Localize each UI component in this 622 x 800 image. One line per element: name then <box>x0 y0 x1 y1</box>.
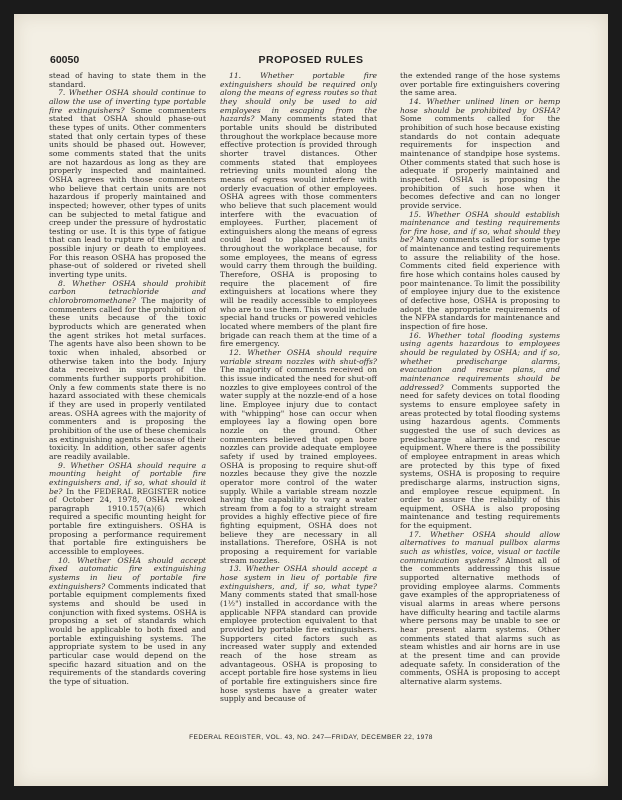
page-footer: FEDERAL REGISTER, VOL. 43, NO. 247—FRIDAY, DECEMBER 22, 1978 <box>189 734 433 741</box>
question-text: 7. Whether OSHA should continue to allow the use of inverting type portable fire extinguishers? <box>49 88 206 115</box>
text-column-3 <box>400 72 560 717</box>
paragraph <box>400 98 560 211</box>
paragraph-body: Many comments called for some type of maintenance and testing requirements to assure the reliability of the hose. Comments cited field experience with fire hose which contains holes caused by poor maintenance. To limit the possibility of employee injury due to the existence of defective hose, OSHA is proposing to adopt the appropriate requirements of the NFPA standards for maintenance and inspection of fire hose. <box>400 235 560 332</box>
question-text: 13. Whether OSHA should accept a hose system in lieu of portable fire extinguishers, and, if so, what type? <box>220 564 377 591</box>
text-column-1 <box>49 72 206 724</box>
paragraph <box>400 211 560 332</box>
paragraph-body: Some commenters stated that OSHA should phase-out these types of units. Other commenters stated that only certain types of these units should be phased out. However, some comments stated that the units are not hazardous as long as they are properly inspected and maintained. OSHA agrees with those commenters who believe that certain units are not hazardous if properly maintained and inspected; however, other types of units can be subjected to metal fatigue and creep under the pressure of hydrostatic testing or use. It is this type of fatigue that can lead to rupture of the unit and possible injury or death to employees. For this reason OSHA has proposed the phase-out of soldered or riveted shell inverting type units. <box>49 105 206 280</box>
paragraph-body: In the FEDERAL REGISTER notice of October 24, 1978, OSHA revoked paragraph 1910.157(a)(6) which required a specific mounting height for portable fire extinguishers. OSHA is proposing a performance requirement that portable fire extinguishers be accessible to employees. <box>49 486 206 557</box>
paragraph <box>400 72 560 98</box>
page-title: PROPOSED RULES <box>258 54 364 66</box>
paragraph <box>400 531 560 687</box>
question-text: 8. Whether OSHA should prohibit carbon tetrachloride and chlorobromomethane? <box>49 278 206 306</box>
question-text: 16. Whether total flooding systems using agents hazardous to employees should be regulated by OSHA; and if so, whether predischarge alarms, evacuation and rescue plans, and maintenance requirements should be addressed? <box>400 330 560 392</box>
paragraph-body: Comments indicated that portable equipment complements fixed systems and should be used in conjunction with fixed systems. OSHA is proposing a set of standards which would be applicable to both fixed and portable extinguishing systems. The appropriate system to be used in any particular case would depend on the specific hazard situation and on the requirements of the standards covering the type of situation. <box>49 581 206 686</box>
paragraph <box>220 72 377 349</box>
page-number: 60050 <box>50 54 80 66</box>
paragraph-body: Many comments stated that small-hose (1½") installed in accordance with the applicable NFPA standard can provide employee protection equivalent to that provided by portable fire extinguishers. Supporters cited factors such as increased water supply and extended reach of the hose stream as advantageous. OSHA is proposing to accept portable fire hose systems in lieu of portable fire extinguishers since fire hose systems have a greater water supply and because of <box>220 590 377 704</box>
paragraph-body: Many comments stated that portable units should be distributed throughout the workplace because more effective protection is provided through shorter travel distances. Other comments stated that employees retrieving units mounted along the means of egress would interfere with orderly evacuation of other employees. OSHA agrees with those commenters who believe that such placement would interfere with the evacuation of employees. Further, placement of extinguishers along the means of egress could lead to placement of units throughout the workplace because, for some employees, the means of egress would carry them through the building. Therefore, OSHA is proposing to require the placement of fire extinguishers at locations where they will be readily accessible to employees who are to use them. This would include special hand trucks or powered vehicles located where members of the plant fire brigade can reach them at the time of a fire emergency. <box>220 114 377 349</box>
paragraph-body: The majority of comments received on this issue indicated the need for shut-off nozzles to give employees control of the water supply at the nozzle-end of a hose line. Employee injury due to contact with "whipping" hose can occur when employees lay a flowing open bore nozzle on the ground. Other commenters believed that open bore nozzles can provide adequate employee safety if used by trained employees. OSHA is proposing to require shut-off nozzles because they give the nozzle operator more control of the water supply. While a variable stream nozzle having the capability to vary a water stream from a fog to a straight stream provides a highly effective piece of fire fighting equipment, OSHA does not believe they are necessary in all installations. Therefore, OSHA is not proposing a requirement for variable stream nozzles. <box>220 365 377 565</box>
paragraph <box>49 557 206 687</box>
paragraph-body: the extended range of the hose systems over portable fire extinguishers covering the same area. <box>400 72 560 98</box>
question-text: 9. Whether OSHA should require a mounting height of portable fire extinguishers and, if so, what should it be? <box>49 460 206 496</box>
text-column-2 <box>220 72 377 724</box>
document-page <box>14 14 608 786</box>
paragraph <box>49 72 206 89</box>
paragraph <box>220 565 377 704</box>
question-text: 17. Whether OSHA should allow alternatives to manual pullbox alarms such as whistles, voice, visual or tactile communication systems? <box>400 529 560 565</box>
paragraph-body: Some comments called for the prohibition of such hose because existing standards do not contain adequate requirements for inspection and maintenance of standpipe hose systems. Other comments stated that such hose is adequate if properly maintained and inspected. OSHA is proposing the prohibition of such hose when it becomes defective and can no longer provide service. <box>400 114 560 210</box>
paragraph <box>400 332 560 531</box>
question-text: 15. Whether OSHA should establish maintenance and testing requirements for fire hose, and if so, what should they be? <box>400 209 560 245</box>
paragraph-body: Almost all of the comments addressing this issue supported alternative methods of providing employee alarms. Comments gave examples of the appropriateness of visual alarms in areas where persons have difficulty hearing and tactile alarms where persons may be unable to see or hear present alarm systems. Other comments stated that alarms such as steam whistles and air horns are in use at the present time and can provide adequate safety. In consideration of the comments, OSHA is proposing to accept alternative alarm systems. <box>400 555 560 686</box>
paragraph <box>220 349 377 565</box>
question-text: 14. Whether unlined linen or hemp hose should be prohibited by OSHA? <box>400 96 560 115</box>
paragraph <box>49 462 206 557</box>
paragraph-body: stead of having to state them in the standard. <box>49 72 206 89</box>
paragraph <box>49 89 206 279</box>
paragraph <box>49 280 206 462</box>
paragraph-body: Comments supported the need for safety devices on total flooding systems to ensure employee safety in areas protected by total flooding systems using hazardous agents. Comments suggested the use of such devices as predischarge alarms and rescue equipment. Where there is the possibility of employee entrapment in areas which are protected by this type of fixed systems, OSHA is proposing to require predischarge alarms, instruction signs, and employee rescue equipment. In order to assure the reliability of this equipment, OSHA is also proposing maintenance and testing requirements for the equipment. <box>400 382 560 531</box>
paragraph-body: The majority of commenters called for the prohibition of these units because of the toxic byproducts which are generated when the agent strikes hot metal surfaces. The agents have also been shown to be toxic when inhaled, absorbed or otherwise taken into the body. Injury data received in support of the comments further supports prohibition. Only a few comments state there is no hazard associated with these chemicals if they are used in properly ventilated areas. OSHA agrees with the majority of commenters and is proposing the prohibition of the use of these chemicals as extinguishing agents because of their toxicity. In addition, other safer agents are readily available. <box>49 296 206 461</box>
question-text: 12. Whether OSHA should require variable stream nozzles with shut-offs? <box>220 348 377 366</box>
question-text: 11. Whether portable fire extinguishers should be required only along the means of egress routes so that they should only be used to aid employees in escaping from the hazards? <box>220 72 377 124</box>
question-text: 10. Whether OSHA should accept fixed automatic fire extinguishing systems in lieu of portable fire extinguishers? <box>49 555 206 591</box>
